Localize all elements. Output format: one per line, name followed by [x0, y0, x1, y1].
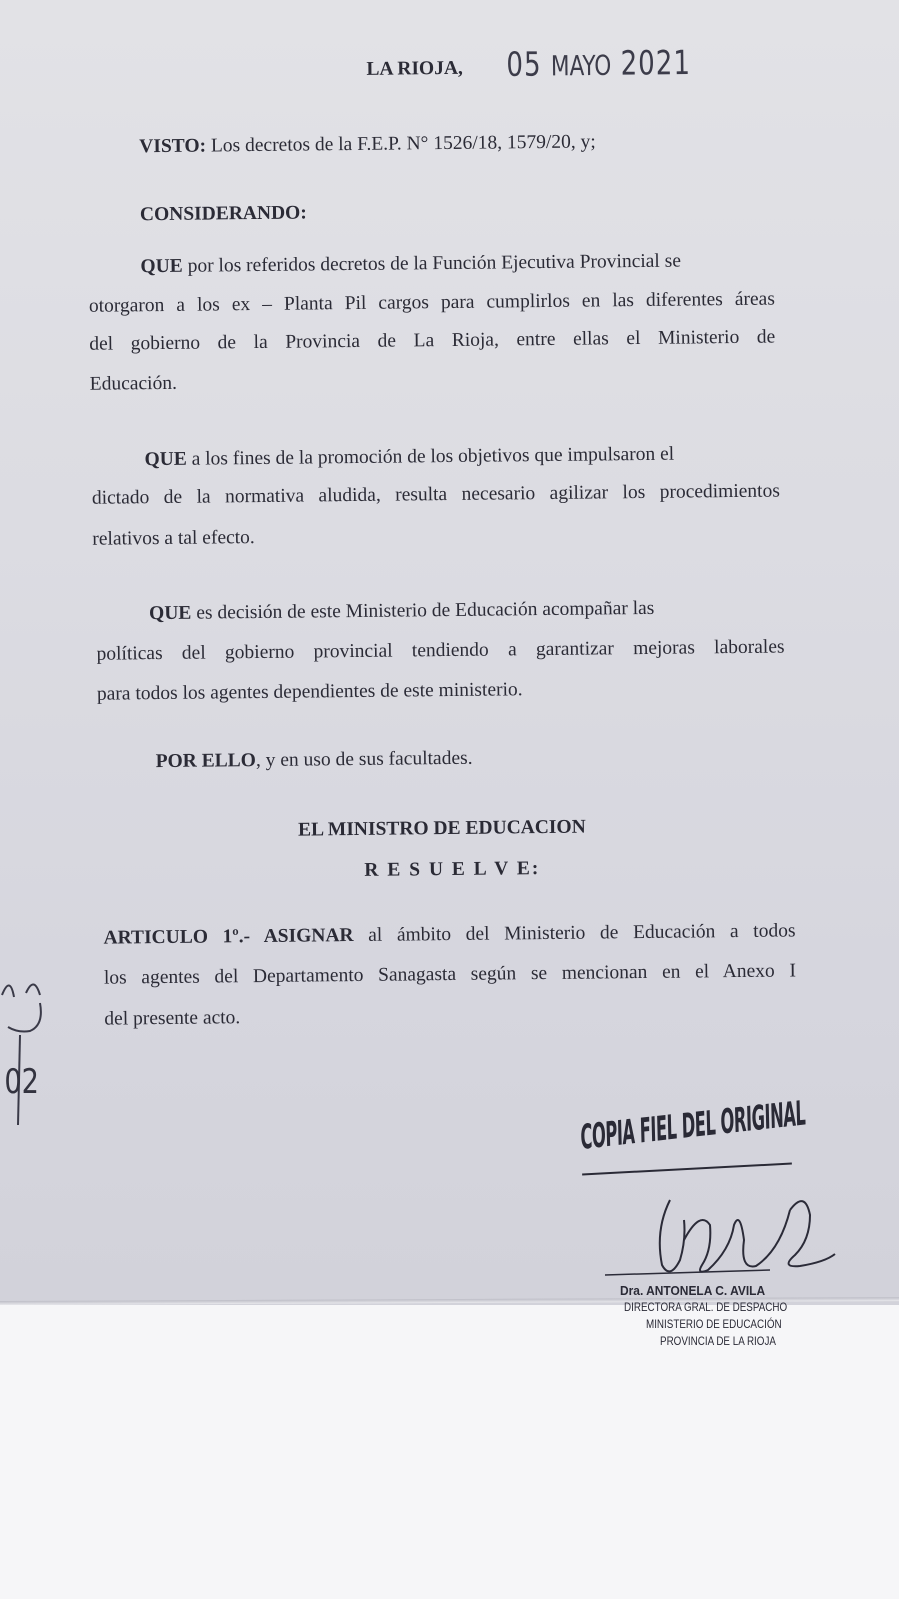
- por-ello-label: POR ELLO: [155, 750, 257, 773]
- date-day: 05: [506, 44, 542, 84]
- por-ello-line: [156, 748, 473, 773]
- que-1-line-4: Educación.: [89, 372, 177, 395]
- que-3-line-3: para todos los agentes dependientes de este ministerio.: [96, 679, 523, 705]
- visto-text: Los decretos de la F.E.P. N° 1526/18, 1579/20, y;: [210, 131, 596, 157]
- handwritten-date: [506, 43, 691, 84]
- por-ello-text: , y en uso de sus facultades.: [255, 747, 473, 772]
- considerando-heading: CONSIDERANDO:: [139, 202, 307, 226]
- place-label: LA RIOJA,: [366, 57, 463, 80]
- que-2-line-1: [144, 443, 778, 472]
- que-1-text-1: por los referidos decretos de la Función Ejecutiva Provincial se: [187, 250, 682, 277]
- visto-label: VISTO:: [139, 135, 207, 158]
- signatory-role: DIRECTORA GRAL. DE DESPACHO: [624, 1300, 788, 1314]
- articulo-1-label: ARTICULO 1º.- ASIGNAR: [103, 925, 354, 949]
- que-3-text-1: es decisión de este Ministerio de Educación acompañar las: [196, 597, 655, 624]
- que-2-line-2: dictado de la normativa aludida, resulta necesario agilizar los procedimientos: [91, 480, 780, 509]
- articulo-1-text-1: al ámbito del Ministerio de Educación a todos: [368, 920, 796, 946]
- que-2-label: QUE: [144, 448, 187, 471]
- signatory-province: PROVINCIA DE LA RIOJA: [660, 1334, 776, 1348]
- copy-stamp: COPIA FIEL DEL ORIGINAL: [580, 1093, 806, 1158]
- margin-number: 02: [4, 1062, 39, 1102]
- resuelve-heading: R E S U E L V E:: [364, 858, 541, 881]
- que-1-label: QUE: [140, 255, 183, 278]
- que-2-line-3: relativos a tal efecto.: [92, 527, 255, 550]
- articulo-1-line-3: del presente acto.: [104, 1007, 241, 1030]
- visto-line: [139, 131, 596, 158]
- date-year: 2021: [620, 42, 692, 83]
- que-3-line-1: [149, 597, 783, 626]
- background-surface: [0, 1305, 899, 1599]
- que-1-line-2: otorgaron a los ex – Planta Pil cargos para cumplirlos en las diferentes áreas: [88, 288, 775, 317]
- margin-handwriting-icon: [0, 975, 60, 1125]
- articulo-1-line-2: los agentes del Departamento Sanagasta según se mencionan en el Anexo I: [103, 960, 797, 989]
- signatory-ministry: MINISTERIO DE EDUCACIÓN: [646, 1317, 782, 1331]
- articulo-1-line-1: [103, 920, 795, 949]
- que-1-line-3: del gobierno de la Provincia de La Rioja, entre ellas el Ministerio de: [89, 326, 776, 355]
- minister-title: EL MINISTRO DE EDUCACION: [297, 816, 586, 841]
- date-month: MAYO: [550, 49, 612, 83]
- signature-icon: [600, 1180, 850, 1290]
- que-2-text-1: a los fines de la promoción de los objetivos que impulsaron el: [191, 443, 675, 470]
- que-3-label: QUE: [149, 602, 192, 625]
- que-3-line-2: políticas del gobierno provincial tendiendo a garantizar mejoras laborales: [96, 636, 785, 665]
- que-1-line-1: [140, 250, 774, 279]
- signatory-name: Dra. ANTONELA C. AVILA: [620, 1283, 766, 1298]
